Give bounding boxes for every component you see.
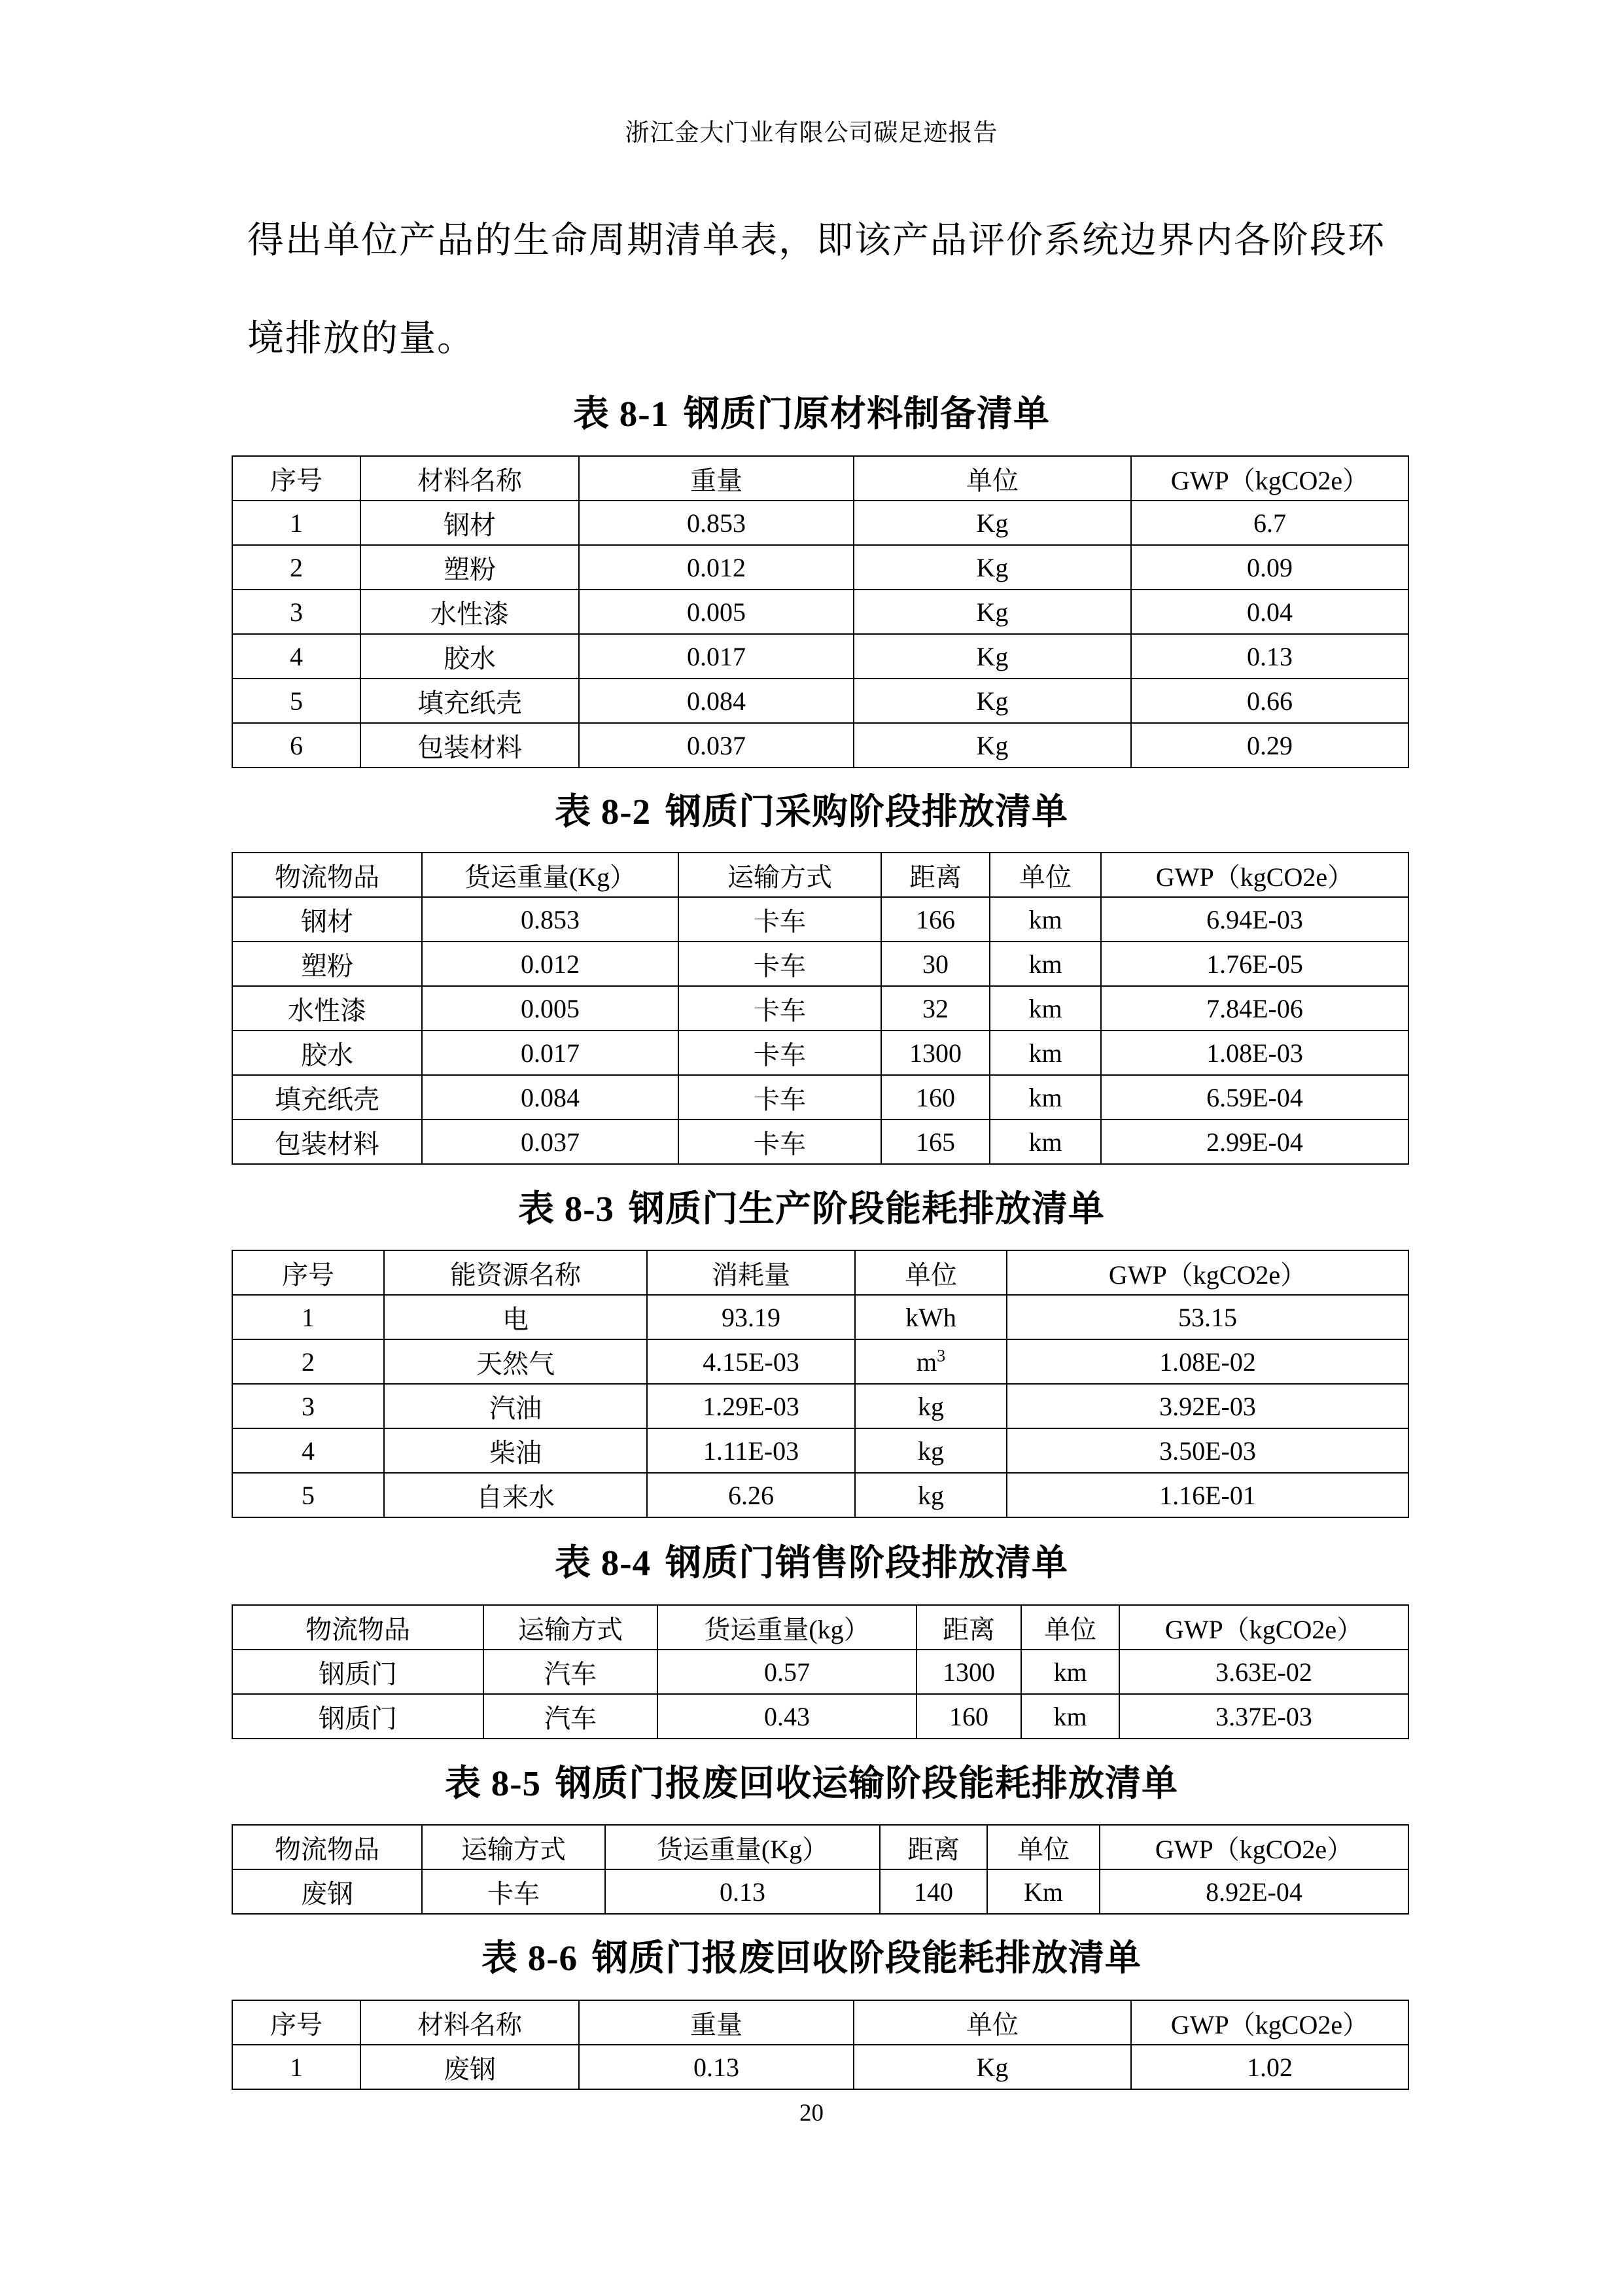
table-row	[232, 1694, 1408, 1739]
table-cell: 0.57	[657, 1650, 916, 1694]
table-row	[232, 501, 1408, 545]
header-cell: 运输方式	[483, 1605, 657, 1650]
header-cell: 距离	[881, 853, 990, 897]
table-cell: 0.037	[422, 1120, 678, 1164]
table-cell: 6.94E-03	[1101, 897, 1408, 942]
header-cell: 运输方式	[422, 1825, 605, 1869]
table-cell: 30	[881, 942, 990, 986]
header-cell: 单位	[855, 1250, 1007, 1295]
table-row	[232, 1339, 1408, 1384]
table-cell: 1	[232, 1295, 384, 1339]
paragraph-line-1: 得出单位产品的生命周期清单表，即该产品评价系统边界内各阶段环	[247, 221, 1386, 261]
header-cell: 单位	[1021, 1605, 1119, 1650]
table-cell: km	[990, 1031, 1101, 1075]
unit-cubic-meter: $m^3$	[916, 1346, 946, 1377]
table-row	[232, 1384, 1408, 1428]
table-cell: 钢质门	[232, 1694, 483, 1739]
table-cell: 1	[232, 2045, 360, 2089]
table-header-row	[232, 1250, 1408, 1295]
table-cell: 包装材料	[232, 1120, 422, 1164]
table-cell: 卡车	[678, 1075, 881, 1120]
table-header-row	[232, 1825, 1408, 1869]
header-cell: 消耗量	[647, 1250, 855, 1295]
table-cell: 3.37E-03	[1119, 1694, 1408, 1739]
header-cell: 货运重量(Kg）	[605, 1825, 880, 1869]
table-cell: 电	[384, 1295, 647, 1339]
table-row	[232, 634, 1408, 679]
header-cell: 单位	[987, 1825, 1100, 1869]
table-cell: 4.15E-03	[647, 1339, 855, 1384]
caption-title: 钢质门采购阶段排放清单	[665, 790, 1069, 832]
table-cell: 0.13	[579, 2045, 854, 2089]
table-header-row	[232, 456, 1408, 501]
caption-number: 表 8-4	[554, 1543, 652, 1583]
header-cell: 单位	[990, 853, 1101, 897]
header-cell: 能资源名称	[384, 1250, 647, 1295]
caption-title: 钢质门销售阶段排放清单	[665, 1542, 1069, 1583]
table-cell: 胶水	[360, 634, 579, 679]
table-cell: 0.084	[422, 1075, 678, 1120]
table-8-6	[232, 2000, 1409, 2090]
table-row	[232, 590, 1408, 634]
table-cell: 0.005	[579, 590, 854, 634]
table-cell: 废钢	[360, 2045, 579, 2089]
table-cell: 0.017	[422, 1031, 678, 1075]
table-cell-unit	[855, 1339, 1007, 1384]
page-number: 20	[799, 2100, 824, 2127]
table-cell: 0.13	[605, 1869, 880, 1914]
header-cell: 材料名称	[360, 2000, 579, 2045]
table-row	[232, 1075, 1408, 1120]
table-cell: 包装材料	[360, 723, 579, 768]
header-cell: 单位	[854, 2000, 1131, 2045]
table-cell: kg	[855, 1428, 1007, 1473]
header-cell: 序号	[232, 2000, 360, 2045]
table-cell: 汽车	[483, 1650, 657, 1694]
table-cell: 5	[232, 1473, 384, 1517]
table-cell: 2	[232, 1339, 384, 1384]
header-cell: 物流物品	[232, 1825, 422, 1869]
caption-title: 钢质门原材料制备清单	[684, 393, 1051, 434]
caption-title: 钢质门报废回收阶段能耗排放清单	[592, 1937, 1142, 1979]
table-cell: kg	[855, 1384, 1007, 1428]
header-cell: 距离	[916, 1605, 1021, 1650]
table-cell: 3.92E-03	[1007, 1384, 1408, 1428]
header-cell: 单位	[854, 456, 1131, 501]
table-cell: 1	[232, 501, 360, 545]
table-caption-8-2	[0, 783, 1623, 834]
table-cell: 3	[232, 1384, 384, 1428]
table-cell: 胶水	[232, 1031, 422, 1075]
table-caption-8-5	[0, 1754, 1623, 1806]
table-8-1	[232, 455, 1409, 768]
table-cell: 1.08E-03	[1101, 1031, 1408, 1075]
table-cell: 0.012	[422, 942, 678, 986]
table-cell: 钢材	[232, 897, 422, 942]
table-cell: 1300	[881, 1031, 990, 1075]
table-8-4	[232, 1604, 1409, 1739]
table-cell: Kg	[854, 590, 1131, 634]
table-row	[232, 1120, 1408, 1164]
header-cell: GWP（kgCO2e）	[1119, 1605, 1408, 1650]
table-cell: 汽车	[483, 1694, 657, 1739]
table-cell: 汽油	[384, 1384, 647, 1428]
caption-number: 表 8-1	[572, 394, 670, 434]
table-row	[232, 1650, 1408, 1694]
table-header-row	[232, 2000, 1408, 2045]
table-cell: 2	[232, 545, 360, 590]
table-cell: 卡车	[678, 1120, 881, 1164]
table-row	[232, 1031, 1408, 1075]
table-8-5	[232, 1824, 1409, 1915]
body-paragraph	[247, 192, 1412, 388]
table-header-row	[232, 1605, 1408, 1650]
table-cell: 32	[881, 986, 990, 1031]
caption-title: 钢质门生产阶段能耗排放清单	[629, 1188, 1106, 1229]
table-cell: 1.02	[1131, 2045, 1408, 2089]
table-cell: 1.76E-05	[1101, 942, 1408, 986]
table-cell: 1.11E-03	[647, 1428, 855, 1473]
table-cell: km	[1021, 1694, 1119, 1739]
table-cell: 140	[880, 1869, 987, 1914]
header-cell: GWP（kgCO2e）	[1131, 456, 1408, 501]
table-cell: 卡车	[678, 942, 881, 986]
table-cell: 0.037	[579, 723, 854, 768]
table-cell: 7.84E-06	[1101, 986, 1408, 1031]
header-cell: 重量	[579, 2000, 854, 2045]
table-caption-8-4	[0, 1534, 1623, 1585]
table-row	[232, 1473, 1408, 1517]
table-cell: 3.50E-03	[1007, 1428, 1408, 1473]
table-row	[232, 723, 1408, 768]
header-cell: 物流物品	[232, 853, 422, 897]
table-cell: 卡车	[678, 986, 881, 1031]
table-row	[232, 1428, 1408, 1473]
table-cell: 6.7	[1131, 501, 1408, 545]
table-cell: 166	[881, 897, 990, 942]
caption-number: 表 8-6	[481, 1938, 578, 1978]
table-cell: 6	[232, 723, 360, 768]
table-cell: 2.99E-04	[1101, 1120, 1408, 1164]
table-caption-8-3	[0, 1180, 1623, 1231]
table-cell: km	[1021, 1650, 1119, 1694]
table-cell: 填充纸壳	[360, 679, 579, 723]
table-row	[232, 2045, 1408, 2089]
page-header: 浙江金大门业有限公司碳足迹报告	[625, 120, 998, 147]
table-cell: 自来水	[384, 1473, 647, 1517]
table-cell: 塑粉	[232, 942, 422, 986]
header-cell: GWP（kgCO2e）	[1100, 1825, 1408, 1869]
header-cell: 序号	[232, 1250, 384, 1295]
table-row	[232, 1295, 1408, 1339]
table-cell: Kg	[854, 501, 1131, 545]
table-cell: 93.19	[647, 1295, 855, 1339]
table-cell: 4	[232, 634, 360, 679]
table-cell: 0.853	[579, 501, 854, 545]
table-cell: 塑粉	[360, 545, 579, 590]
table-cell: Kg	[854, 679, 1131, 723]
table-cell: 卡车	[422, 1869, 605, 1914]
table-cell: 水性漆	[232, 986, 422, 1031]
table-cell: 6.59E-04	[1101, 1075, 1408, 1120]
caption-number: 表 8-5	[444, 1763, 542, 1803]
table-row	[232, 942, 1408, 986]
table-cell: 53.15	[1007, 1295, 1408, 1339]
table-row	[232, 986, 1408, 1031]
table-cell: Kg	[854, 545, 1131, 590]
table-cell: 165	[881, 1120, 990, 1164]
table-cell: Km	[987, 1869, 1100, 1914]
table-cell: 0.012	[579, 545, 854, 590]
table-cell: 0.005	[422, 986, 678, 1031]
caption-number: 表 8-2	[554, 792, 652, 832]
header-cell: 距离	[880, 1825, 987, 1869]
header-cell: GWP（kgCO2e）	[1101, 853, 1408, 897]
table-cell: 8.92E-04	[1100, 1869, 1408, 1914]
header-cell: 货运重量(Kg）	[422, 853, 678, 897]
paragraph-line-2: 境排放的量。	[247, 319, 475, 359]
table-cell: 160	[881, 1075, 990, 1120]
header-cell: 重量	[579, 456, 854, 501]
table-cell: 4	[232, 1428, 384, 1473]
table-cell: Kg	[854, 634, 1131, 679]
table-cell: km	[990, 942, 1101, 986]
table-cell: 废钢	[232, 1869, 422, 1914]
header-cell: 运输方式	[678, 853, 881, 897]
header-cell: 序号	[232, 456, 360, 501]
table-row	[232, 897, 1408, 942]
table-cell: 5	[232, 679, 360, 723]
header-cell: GWP（kgCO2e）	[1131, 2000, 1408, 2045]
table-cell: km	[990, 1075, 1101, 1120]
table-cell: 1.08E-02	[1007, 1339, 1408, 1384]
table-cell: 0.66	[1131, 679, 1408, 723]
table-cell: 0.09	[1131, 545, 1408, 590]
table-cell: 0.43	[657, 1694, 916, 1739]
table-cell: 3.63E-02	[1119, 1650, 1408, 1694]
table-cell: km	[990, 986, 1101, 1031]
table-row	[232, 1869, 1408, 1914]
table-cell: 0.017	[579, 634, 854, 679]
table-cell: 160	[916, 1694, 1021, 1739]
table-cell: km	[990, 1120, 1101, 1164]
table-cell: km	[990, 897, 1101, 942]
table-row	[232, 679, 1408, 723]
table-cell: 0.13	[1131, 634, 1408, 679]
table-cell: 卡车	[678, 1031, 881, 1075]
table-caption-8-6	[0, 1929, 1623, 1981]
table-8-2	[232, 852, 1409, 1165]
table-cell: 0.853	[422, 897, 678, 942]
table-cell: 0.04	[1131, 590, 1408, 634]
table-cell: kg	[855, 1473, 1007, 1517]
caption-title: 钢质门报废回收运输阶段能耗排放清单	[555, 1762, 1179, 1804]
header-cell: 货运重量(kg）	[657, 1605, 916, 1650]
table-cell: 0.084	[579, 679, 854, 723]
table-cell: 1.29E-03	[647, 1384, 855, 1428]
table-cell: 3	[232, 590, 360, 634]
table-cell: 填充纸壳	[232, 1075, 422, 1120]
table-caption-8-1	[0, 385, 1623, 436]
table-header-row	[232, 853, 1408, 897]
table-cell: 柴油	[384, 1428, 647, 1473]
table-cell: 钢材	[360, 501, 579, 545]
table-cell: Kg	[854, 723, 1131, 768]
table-cell: 6.26	[647, 1473, 855, 1517]
table-cell: 卡车	[678, 897, 881, 942]
header-cell: GWP（kgCO2e）	[1007, 1250, 1408, 1295]
table-cell: 水性漆	[360, 590, 579, 634]
table-8-3	[232, 1250, 1409, 1518]
header-cell: 物流物品	[232, 1605, 483, 1650]
caption-number: 表 8-3	[517, 1189, 615, 1229]
table-cell: Kg	[854, 2045, 1131, 2089]
table-cell: 天然气	[384, 1339, 647, 1384]
table-row	[232, 545, 1408, 590]
header-cell: 材料名称	[360, 456, 579, 501]
table-cell: kWh	[855, 1295, 1007, 1339]
table-cell: 1300	[916, 1650, 1021, 1694]
table-cell: 1.16E-01	[1007, 1473, 1408, 1517]
table-cell: 钢质门	[232, 1650, 483, 1694]
table-cell: 0.29	[1131, 723, 1408, 768]
